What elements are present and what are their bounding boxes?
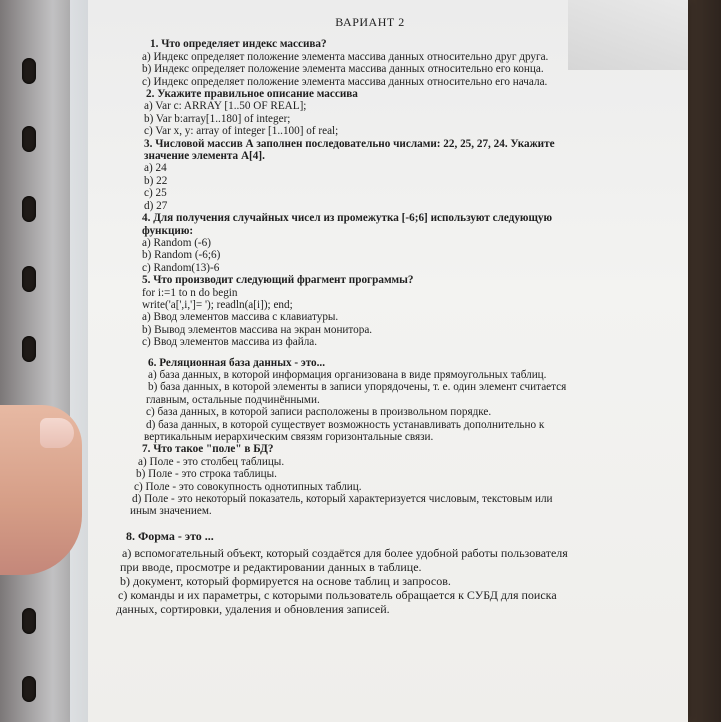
answer: a) Var c: ARRAY [1..50 OF REAL]; xyxy=(144,100,307,113)
test-document xyxy=(80,10,660,616)
binder-hole xyxy=(22,126,36,152)
code-line: write('a[',i,']= '); readln(a[i]); end; xyxy=(142,298,293,311)
question-2: 2. Укажите правильное описание массива xyxy=(146,88,358,101)
answer: d) 27 xyxy=(144,199,168,212)
question-3: 3. Числовой массив А заполнен последовательно числами: 22, 25, 27, 24. Укажите xyxy=(144,137,555,150)
answer: a) вспомогательный объект, который создаётся для более удобной работы пользователя xyxy=(122,546,568,561)
binder-hole xyxy=(22,336,36,362)
answer: a) Random (-6) xyxy=(142,236,211,249)
answer: c) Random(13)-6 xyxy=(142,261,220,274)
question-5: 5. Что производит следующий фрагмент программы? xyxy=(142,274,414,287)
binder-hole xyxy=(22,676,36,702)
binder-hole xyxy=(22,58,36,84)
plastic-sleeve xyxy=(0,0,88,722)
question-6: 6. Реляционная база данных - это... xyxy=(148,356,326,369)
answer: c) Поле - это совокупность однотипных таблиц. xyxy=(134,480,362,493)
answer: иным значением. xyxy=(130,505,212,518)
answer: c) база данных, в которой записи расположены в произвольном порядке. xyxy=(146,406,492,419)
answer: c) команды и их параметры, с которыми пользователь обращается к СУБД для поиска xyxy=(118,588,557,603)
thumbnail xyxy=(40,418,74,448)
answer: c) Ввод элементов массива из файла. xyxy=(142,336,318,349)
answer: a) Ввод элементов массива с клавиатуры. xyxy=(142,311,339,324)
answer: b) Var b:array[1..180] of integer; xyxy=(144,112,291,125)
answer: d) база данных, в которой существует возможность устанавливать дополнительно к xyxy=(146,418,545,431)
question-4: 4. Для получения случайных чисел из промежутка [-6;6] используют следующую xyxy=(142,212,553,225)
answer: b) 22 xyxy=(144,174,168,187)
answer: c) Индекс определяет положение элемента массива данных относительно его начала. xyxy=(142,75,548,88)
answer: a) Индекс определяет положение элемента массива данных относительно друг друга. xyxy=(142,50,549,63)
answer: b) документ, который формируется на основе таблиц и запросов. xyxy=(120,574,451,589)
answer: a) Поле - это столбец таблицы. xyxy=(138,455,285,468)
binder-hole xyxy=(22,266,36,292)
question-4-cont: функцию: xyxy=(142,224,194,237)
binder-hole xyxy=(22,196,36,222)
answer: c) Var x, y: array of integer [1..100] of real; xyxy=(144,125,339,138)
answer: b) Поле - это строка таблицы. xyxy=(136,468,277,481)
question-3-cont: значение элемента А[4]. xyxy=(144,150,265,163)
code-line: for i:=1 to n do begin xyxy=(142,286,238,299)
answer: a) 24 xyxy=(144,162,167,175)
answer: главным, остальные подчинёнными. xyxy=(146,393,320,406)
answer: данных, сортировки, удаления и обновления записей. xyxy=(116,602,390,617)
answer: d) Поле - это некоторый показатель, который характеризуется числовым, текстовым или xyxy=(132,493,553,506)
question-8: 8. Форма - это ... xyxy=(126,528,214,543)
answer: b) Random (-6;6) xyxy=(142,249,221,262)
answer: вертикальным иерархическим связям горизонтальные связи. xyxy=(144,431,434,443)
answer: c) 25 xyxy=(144,187,167,200)
answer: при вводе, просмотре и редактировании данных в таблице. xyxy=(120,560,422,575)
answer: b) Вывод элементов массива на экран монитора. xyxy=(142,323,373,336)
answer: b) база данных, в которой элементы в записи упорядочены, т. е. один элемент считается xyxy=(148,381,567,394)
document-title: ВАРИАНТ 2 xyxy=(335,15,405,29)
answer: a) база данных, в которой информация организована в виде прямоугольных таблиц. xyxy=(148,368,547,381)
answer: b) Индекс определяет положение элемента массива данных относительно его конца. xyxy=(142,63,544,76)
question-1: 1. Что определяет индекс массива? xyxy=(150,38,327,51)
binder-hole xyxy=(22,608,36,634)
question-7: 7. Что такое "поле" в БД? xyxy=(142,443,274,456)
